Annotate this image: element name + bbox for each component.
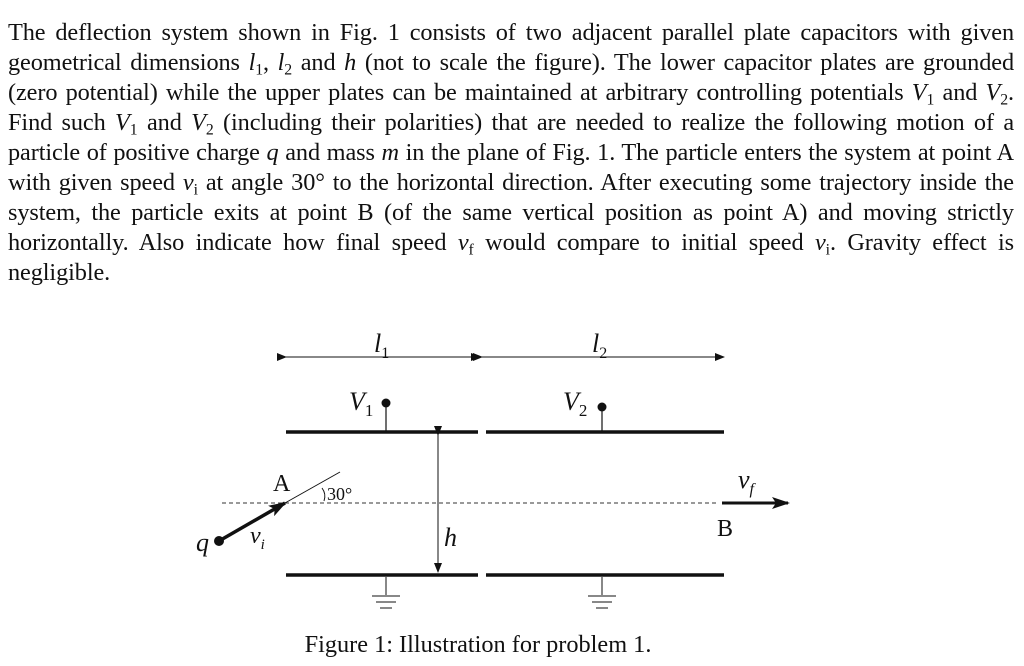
figure-caption: Figure 1: Illustration for problem 1. — [304, 631, 652, 658]
v2-label: $V_2$ — [563, 387, 588, 420]
vf-label: $v_f$ — [738, 465, 754, 498]
angle-label: 30° — [327, 484, 353, 504]
v1-label: $V_1$ — [349, 387, 374, 420]
angle-arc — [322, 488, 325, 501]
problem-statement: The deflection system shown in Fig. 1 consists of two adjacent parallel plate capacitors with given geometrical dimensions $l_1$, $l_2$ and h (not to scale the figure). The lower capacitor plates are grounded (zero potential) while the upper plates can be maintained at arbitrary controlling potentials $V_1$ and $V_2$. Find such $V_1$ and $V_2$ (including their polarities) that are needed to realize the following motion of a particle of positive charge q and mass m in the plane of Fig. 1. The particle enters the system at point A with given speed $v_i$ at angle 30° to the horizontal direction. After executing some trajectory inside the system, the particle exits at point B (of the same vertical position as point A) and moving strictly horizontally. Also indicate how final speed $v_f$ would compare to initial speed $v_i$. Gravity effect is negligible. — [8, 19, 1015, 286]
charge-label: q — [196, 528, 209, 557]
ground-symbol-1 — [372, 577, 400, 608]
h-label: h — [444, 523, 457, 552]
point-b-label: B — [717, 516, 734, 542]
l2-label: $l_2$ — [592, 329, 608, 362]
point-a-label: A — [273, 471, 291, 497]
l1-label: $l_1$ — [374, 329, 390, 362]
vi-label: $v_i$ — [250, 523, 265, 553]
ground-symbol-2 — [588, 577, 616, 608]
